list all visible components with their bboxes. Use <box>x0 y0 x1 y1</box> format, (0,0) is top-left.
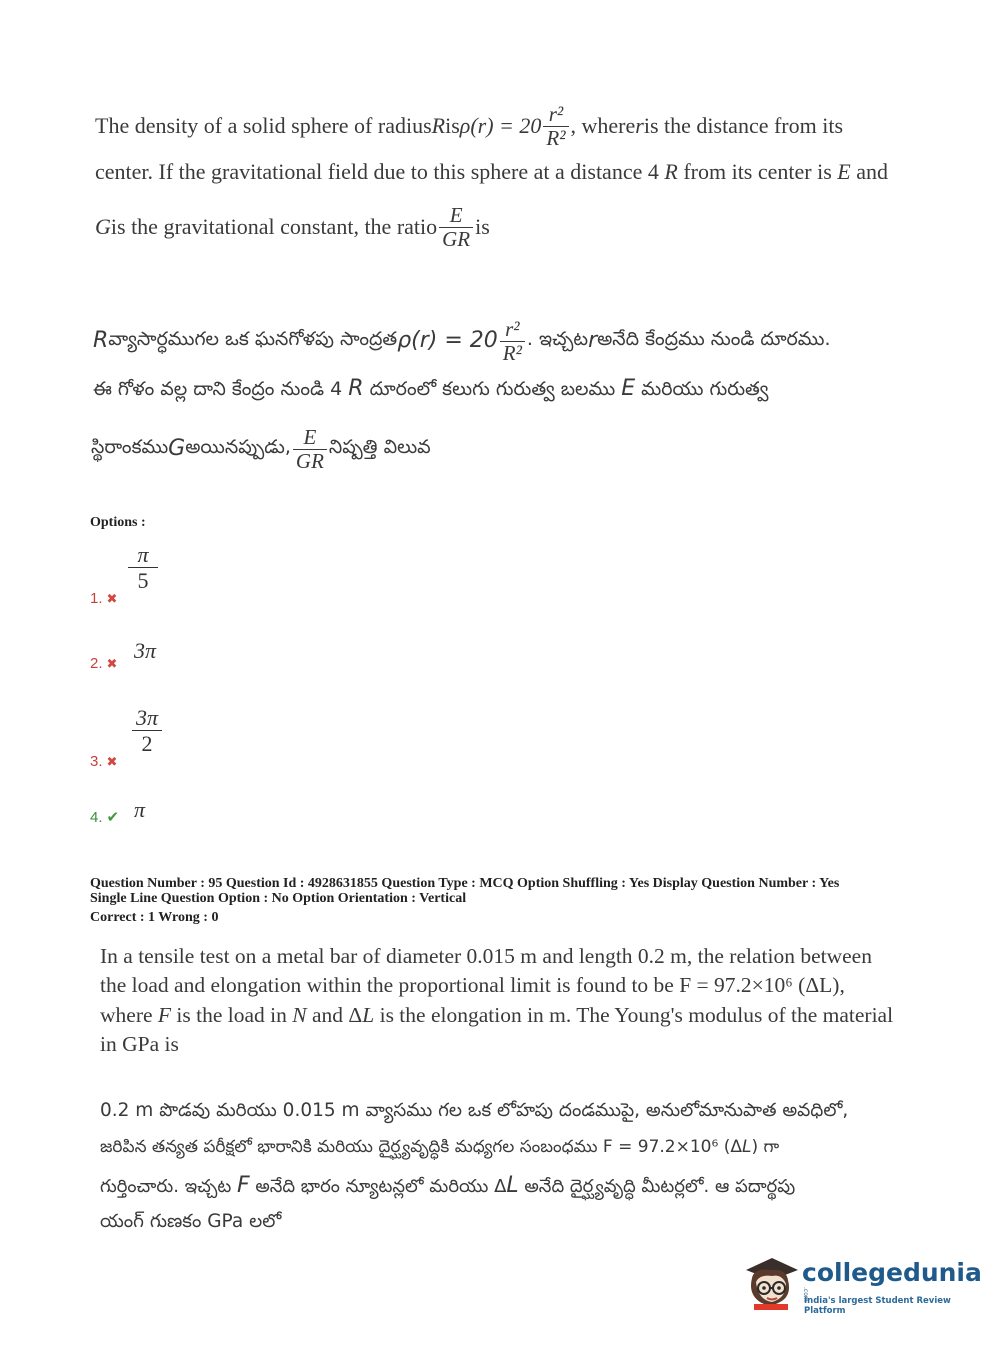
text: అనేది దైర్ఘ్యవృద్ధి మీటర్లలో. ఆ పదార్థపు <box>518 1176 796 1197</box>
text: The density of a solid sphere of radius <box>95 113 432 138</box>
text: మరియు గురుత్వ <box>635 378 769 400</box>
value: π <box>134 797 146 822</box>
wrong-icon: ✖ <box>106 657 118 672</box>
q1-te-line1 <box>93 315 831 367</box>
brand-word: collegedunia <box>802 1258 982 1287</box>
q2-en-line3 <box>100 1001 893 1031</box>
option-1[interactable] <box>90 590 117 608</box>
var-G: G <box>168 436 186 461</box>
graduate-mascot-icon <box>742 1252 800 1310</box>
text: నిష్పత్తి విలువ <box>328 435 431 458</box>
fraction-E-GR <box>293 426 327 471</box>
q1-en-line2 <box>95 161 888 183</box>
option-4-value <box>134 797 145 823</box>
var-F: F <box>236 1173 250 1198</box>
numerator: π <box>137 542 149 567</box>
text: and <box>850 159 888 184</box>
numerator: r² <box>548 102 564 127</box>
denominator: 5 <box>137 568 149 594</box>
var-r: r <box>588 328 598 353</box>
q1-te-line2 <box>93 378 768 405</box>
rho-expr: ρ(r) = 20 <box>459 113 542 138</box>
text: is <box>445 113 460 138</box>
text: అనేది భారం న్యూటన్లలో మరియు Δ <box>249 1176 507 1197</box>
text: is the load in <box>171 1003 293 1027</box>
q1-en-line1 <box>95 102 843 150</box>
var-R: R <box>664 159 678 184</box>
var-R: R <box>93 328 109 353</box>
fraction-r2-R2 <box>543 103 568 148</box>
question-meta-line3: Correct : 1 Wrong : 0 <box>90 910 219 925</box>
option-3-value <box>132 705 162 757</box>
option-2[interactable] <box>90 655 117 673</box>
text: స్థిరాంకము <box>91 435 169 458</box>
wrong-icon: ✖ <box>106 592 118 607</box>
q1-te-line3 <box>91 420 431 478</box>
fraction-E-GR <box>439 204 473 249</box>
question-meta-line1: Question Number : 95 Question Id : 4928631855 Question Type : MCQ Option Shuffling : Yes Display Question Number : Yes <box>90 876 840 891</box>
text: దూరంలో కలుగు గురుత్వ బలము <box>363 378 622 400</box>
text: is the elongation in m. The Young's modulus of the material <box>374 1003 894 1027</box>
q2-te-line4: యంగ్ గుణకం GPa లలో <box>100 1211 282 1232</box>
text: center. If the gravitational field due to this sphere at a distance 4 <box>95 159 665 184</box>
option-number: 1. <box>90 590 103 607</box>
text: గుర్తించారు. ఇచ్చట <box>100 1176 237 1197</box>
denominator: GR <box>293 449 327 472</box>
text: , where <box>570 113 636 138</box>
option-number: 3. <box>90 753 103 770</box>
text: where <box>100 1003 158 1027</box>
var-R: R <box>431 113 446 138</box>
denominator: R² <box>500 341 525 364</box>
var-L: L <box>741 1137 752 1157</box>
text: వ్యాసార్ధముగల ఒక ఘనగోళపు సాంద్రత <box>108 327 398 350</box>
q2-en-line4: in GPa is <box>100 1032 179 1056</box>
q2-en-line1: In a tensile test on a metal bar of diameter 0.015 m and length 0.2 m, the relation between <box>100 944 872 968</box>
var-r: r <box>635 113 644 138</box>
option-number: 4. <box>90 809 103 826</box>
brand-suffix: .com <box>802 1287 809 1302</box>
option-number: 2. <box>90 655 103 672</box>
numerator: E <box>449 203 463 228</box>
var-L: L <box>506 1173 519 1198</box>
value: 3π <box>134 638 157 663</box>
brand-tagline: India's largest Student Review Platform <box>804 1296 951 1316</box>
text: ) గా <box>751 1137 780 1157</box>
option-3[interactable] <box>90 753 117 771</box>
q2-te-line2 <box>100 1137 779 1161</box>
text: జరిపిన తన్యత పరీక్షలో భారానికి మరియు దైర్ఘ్యవృద్ధికి మధ్యగల సంబంధము F = 97.2×10⁶ (Δ <box>100 1137 742 1157</box>
text: from its center is <box>677 159 838 184</box>
rho-expr: ρ(r) = 20 <box>397 328 498 353</box>
numerator: E <box>303 425 317 450</box>
wrong-icon: ✖ <box>106 755 118 770</box>
var-L: L <box>362 1003 375 1027</box>
text: is the distance from its <box>643 113 844 138</box>
denominator: GR <box>439 227 473 250</box>
var-N: N <box>292 1003 307 1027</box>
q2-en-line2: the load and elongation within the proportional limit is found to be F = 97.2×10⁶ (ΔL), <box>100 973 845 997</box>
numerator: 3π <box>135 705 159 730</box>
q2-te-line3 <box>100 1175 795 1201</box>
fraction-r2-R2 <box>500 318 525 363</box>
brand-logo[interactable] <box>742 1248 982 1318</box>
denominator: R² <box>543 126 568 149</box>
q2-te-line1: 0.2 m పొడవు మరియు 0.015 m వ్యాసము గల ఒక లోహపు దండముపై, అనులోమానుపాత అవధిలో, <box>100 1100 849 1121</box>
options-label: Options : <box>90 515 146 530</box>
text: అనేది కేంద్రము నుండి దూరము. <box>597 327 831 350</box>
text: is <box>475 214 490 239</box>
text: and Δ <box>306 1003 363 1027</box>
text: ఈ గోళం వల్ల దాని కేంద్రం నుండి 4 <box>93 378 349 400</box>
var-E: E <box>837 159 851 184</box>
option-1-value <box>128 542 158 594</box>
var-F: F <box>157 1003 172 1027</box>
var-G: G <box>95 214 111 239</box>
text: అయినప్పుడు, <box>185 435 291 458</box>
question-meta-line2: Single Line Question Option : No Option Orientation : Vertical <box>90 891 467 906</box>
text: . ఇచ్చట <box>526 327 589 350</box>
correct-check-icon: ✔ <box>106 808 120 826</box>
numerator: r² <box>505 317 520 342</box>
var-R: R <box>348 376 364 401</box>
var-E: E <box>621 376 636 401</box>
text: is the gravitational constant, the ratio <box>110 214 438 239</box>
q1-en-line3 <box>95 198 490 256</box>
option-2-value <box>134 638 156 664</box>
denominator: 2 <box>141 731 153 757</box>
option-4[interactable] <box>90 808 119 827</box>
